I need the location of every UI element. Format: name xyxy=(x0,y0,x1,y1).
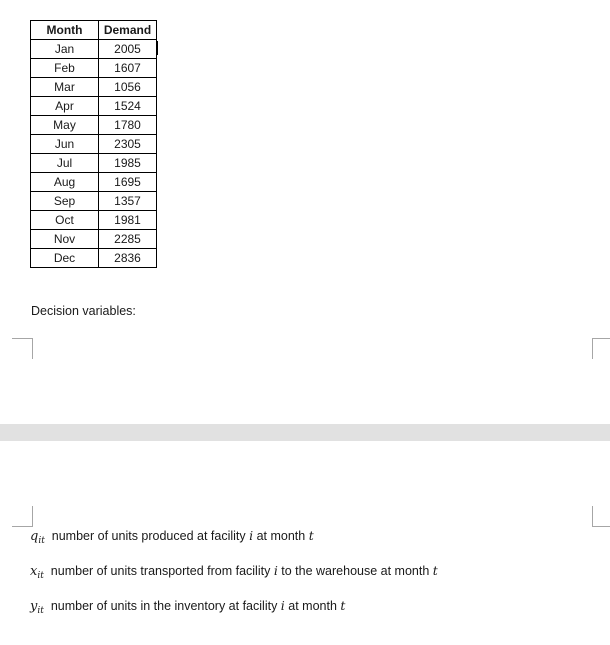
page-break-gap xyxy=(0,424,610,441)
table-row xyxy=(31,59,157,78)
table-row xyxy=(31,78,157,97)
demand-cell[interactable]: 2305 xyxy=(99,135,157,154)
table-row xyxy=(31,211,157,230)
variable-description: number of units in the inventory at facility i at month t xyxy=(50,598,346,613)
variable-symbol: $q_{it}$ xyxy=(30,529,45,546)
table-row xyxy=(31,97,157,116)
demand-cell[interactable]: 1985 xyxy=(99,154,157,173)
month-cell[interactable]: Jun xyxy=(31,135,99,154)
table-row xyxy=(31,230,157,249)
demand-cell[interactable]: 2836 xyxy=(99,249,157,268)
variable-definition-q xyxy=(30,528,314,546)
month-cell[interactable]: Jul xyxy=(31,154,99,173)
demand-cell[interactable]: 1607 xyxy=(99,59,157,78)
variable-definition-x xyxy=(30,563,438,581)
margin-corner-mark xyxy=(12,338,33,359)
column-header-demand: Demand xyxy=(99,21,157,40)
table-row xyxy=(31,192,157,211)
month-cell[interactable]: Nov xyxy=(31,230,99,249)
text-cursor xyxy=(156,41,158,55)
demand-cell[interactable]: 1357 xyxy=(99,192,157,211)
demand-cell[interactable]: 2285 xyxy=(99,230,157,249)
variable-symbol: $x_{it}$ xyxy=(30,564,44,581)
table-row xyxy=(31,135,157,154)
month-cell[interactable]: Jan xyxy=(31,40,99,59)
month-cell[interactable]: Feb xyxy=(31,59,99,78)
demand-cell[interactable]: 1695 xyxy=(99,173,157,192)
table-row xyxy=(31,40,157,59)
demand-cell[interactable]: 1056 xyxy=(99,78,157,97)
month-cell[interactable]: Oct xyxy=(31,211,99,230)
month-cell[interactable]: Mar xyxy=(31,78,99,97)
margin-corner-mark xyxy=(592,338,610,359)
month-cell[interactable]: Aug xyxy=(31,173,99,192)
month-cell[interactable]: Dec xyxy=(31,249,99,268)
variable-description: number of units transported from facility i to the warehouse at month t xyxy=(50,563,438,578)
demand-table xyxy=(30,20,157,268)
demand-cell[interactable]: 1780 xyxy=(99,116,157,135)
month-cell[interactable]: May xyxy=(31,116,99,135)
variable-symbol: $y_{it}$ xyxy=(30,599,44,616)
month-cell[interactable]: Sep xyxy=(31,192,99,211)
variable-description: number of units produced at facility i at month t xyxy=(51,528,314,543)
demand-cell[interactable]: 2005 xyxy=(99,40,157,59)
table-row xyxy=(31,173,157,192)
table-row xyxy=(31,154,157,173)
table-row xyxy=(31,249,157,268)
decision-variables-heading: Decision variables: xyxy=(31,304,136,318)
demand-cell[interactable]: 1981 xyxy=(99,211,157,230)
column-header-month: Month xyxy=(31,21,99,40)
table-header-row xyxy=(31,21,157,40)
table-row xyxy=(31,116,157,135)
variable-definition-y xyxy=(30,598,345,616)
margin-corner-mark xyxy=(12,506,33,527)
margin-corner-mark xyxy=(592,506,610,527)
demand-cell[interactable]: 1524 xyxy=(99,97,157,116)
month-cell[interactable]: Apr xyxy=(31,97,99,116)
